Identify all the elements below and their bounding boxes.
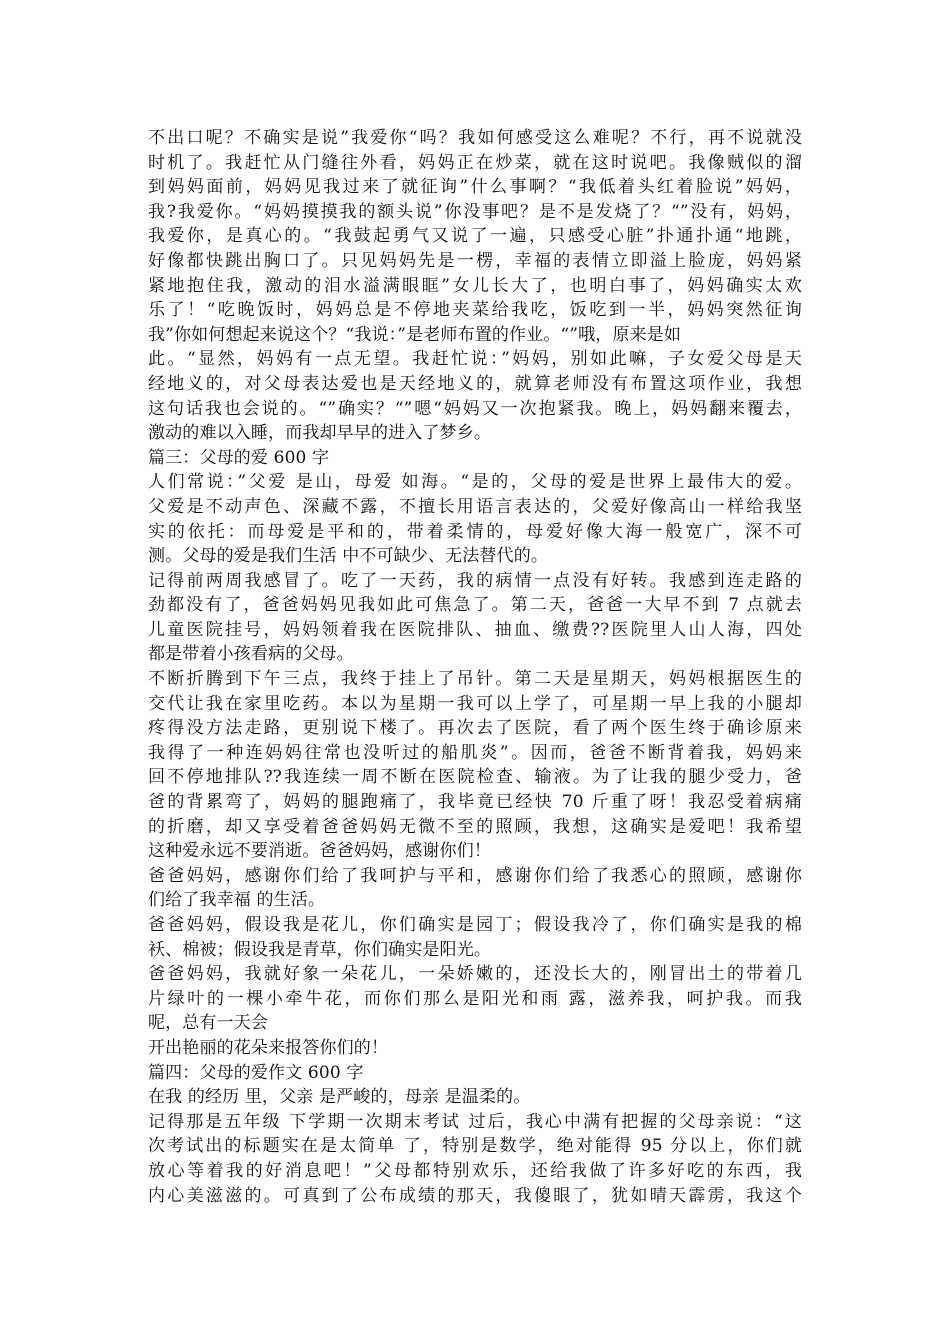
text-line: 我”你如何想起来说这个？“我说：”是老师布置的作业。“”哦，原来是如 (148, 324, 682, 345)
text-line: 人们常说：”父爱 是山，母爱 如海。“是的，父母的爱是世界上最伟大的爱。 (148, 472, 802, 493)
text-line: 劲都没有了，爸爸妈妈见我如此可焦急了。第二天，爸爸一大早不到 7 点就去 (148, 595, 802, 616)
text-line: 记得前两周我感冒了。吃了一天药，我的病情一点没有好转。我感到连走路的 (148, 570, 802, 591)
text-line: 片绿叶的一棵小牵牛花，而你们那么是阳光和雨 露，滋养我，呵护我。而我 (148, 988, 802, 1009)
text-line: 测。父母的爱是我们生活 中不可缺少、无法替代的。 (148, 546, 549, 567)
text-line: 经地义的，对父母表达爱也是天经地义的，就算老师没有布置这项作业，我想 (148, 373, 802, 394)
text-line: 儿童医院挂号，妈妈领着我在医院排队、抽血、缴费??医院里人山人海，四处 (148, 619, 802, 640)
text-line: 回不停地排队??我连续一周不断在医院检查、输液。为了让我的腿少受力，爸 (148, 767, 802, 788)
text-line: 实的依托：而母爱是平和的，带着柔情的，母爱好像大海一般宽广，深不可 (148, 521, 802, 542)
text-line: 不断折腾到下午三点，我终于挂上了吊针。第二天是星期天，妈妈根据医生的 (148, 669, 802, 690)
text-line: 记得那是五年级 下学期一次期末考试 过后，我心中满有把握的父母亲说：“这 (148, 1111, 802, 1132)
text-line: 我爱你，是真心的。“我鼓起勇气又说了一遍，只感受心脏”扑通扑通“地跳， (148, 226, 802, 247)
text-line: 篇三：父母的爱 600 字 (148, 447, 330, 468)
text-line: 交代让我在家里吃药。本以为星期一我可以上学了，可星期一早上我的小腿却 (148, 693, 802, 714)
text-line: 到妈妈面前，妈妈见我过来了就征询”什么事啊？“我低着头红着脸说”妈妈， (148, 177, 802, 198)
text-line: 疼得没方法走路，更别说下楼了。再次去了医院，看了两个医生终于确诊原来 (148, 718, 802, 739)
text-line: 乐了！“吃晚饭时，妈妈总是不停地夹菜给我吃，饭吃到一半，妈妈突然征询 (148, 300, 802, 321)
text-line: 们给了我幸福 的生活。 (148, 890, 326, 911)
text-line: 此。“显然，妈妈有一点无望。我赶忙说：”妈妈，别如此嘛，子女爱父母是天 (148, 349, 802, 370)
text-line: 篇四：父母的爱作文 600 字 (148, 1062, 364, 1083)
text-line: 我得了一种连妈妈往常也没听过的船肌炎”。因而，爸爸不断背着我，妈妈来 (148, 742, 802, 763)
text-line: 在我 的经历 里，父亲 是严峻的，母亲 是温柔的。 (148, 1087, 531, 1108)
text-line: 放心等着我的好消息吧！”父母都特别欢乐，还给我做了许多好吃的东西，我 (148, 1160, 802, 1181)
text-line: 时机了。我赶忙从门缝往外看，妈妈正在炒菜，就在这时说吧。我像贼似的溜 (148, 152, 802, 173)
text-line: 这句话我也会说的。“”确实？“”嗯“妈妈又一次抱紧我。晚上，妈妈翻来覆去， (148, 398, 802, 419)
text-line: 好像都快跳出胸口了。只见妈妈先是一楞，幸福的表情立即溢上脸庞，妈妈紧 (148, 250, 802, 271)
text-line: 我?我爱你。“妈妈摸摸我的额头说”你没事吧？是不是发烧了？“”没有，妈妈， (148, 201, 802, 222)
text-line: 激动的难以入睡，而我却早早的进入了梦乡。 (148, 423, 491, 444)
text-line: 内心美滋滋的。可真到了公布成绩的那天，我傻眼了，犹如晴天霹雳，我这个 (148, 1185, 802, 1206)
text-line: 开出艳丽的花朵来报答你们的！ (148, 1037, 389, 1058)
document-page (148, 126, 802, 1208)
text-line: 父爱是不动声色、深藏不露，不擅长用语言表达的，父爱好像高山一样给我坚 (148, 496, 802, 517)
text-line: 袄、棉被；假设我是青草，你们确实是阳光。 (148, 939, 491, 960)
text-line: 爸爸妈妈，感谢你们给了我呵护与平和，感谢你们给了我悉心的照顾，感谢你 (148, 865, 802, 886)
text-line: 次考试出的标题实在是太简单 了，特别是数学，绝对能得 95 分以上，你们就 (148, 1136, 802, 1157)
text-line: 爸爸妈妈，我就好象一朵花儿，一朵娇嫩的，还没长大的，刚冒出土的带着几 (148, 964, 802, 985)
text-line: 都是带着小孩看病的父母。 (148, 644, 354, 665)
text-line: 不出口呢？不确实是说”我爱你“吗？我如何感受这么难呢？不行，再不说就没 (148, 128, 802, 148)
text-line: 的折磨，却又享受着爸爸妈妈无微不至的照顾，我想，这确实是爱吧！我希望 (148, 816, 802, 837)
text-line: 这种爱永远不要消逝。爸爸妈妈，感谢你们！ (148, 841, 491, 862)
text-line: 爸的背累弯了，妈妈的腿跑痛了，我毕竟已经快 70 斤重了呀！我忍受着病痛 (148, 792, 802, 813)
text-line: 爸爸妈妈，假设我是花儿，你们确实是园丁；假设我冷了，你们确实是我的棉 (148, 915, 802, 935)
text-line: 呢，总有一天会 (148, 1013, 269, 1034)
text-line: 紧地抱住我，激动的泪水溢满眼眶”女儿长大了，也明白事了，妈妈确实太欢 (148, 275, 802, 296)
